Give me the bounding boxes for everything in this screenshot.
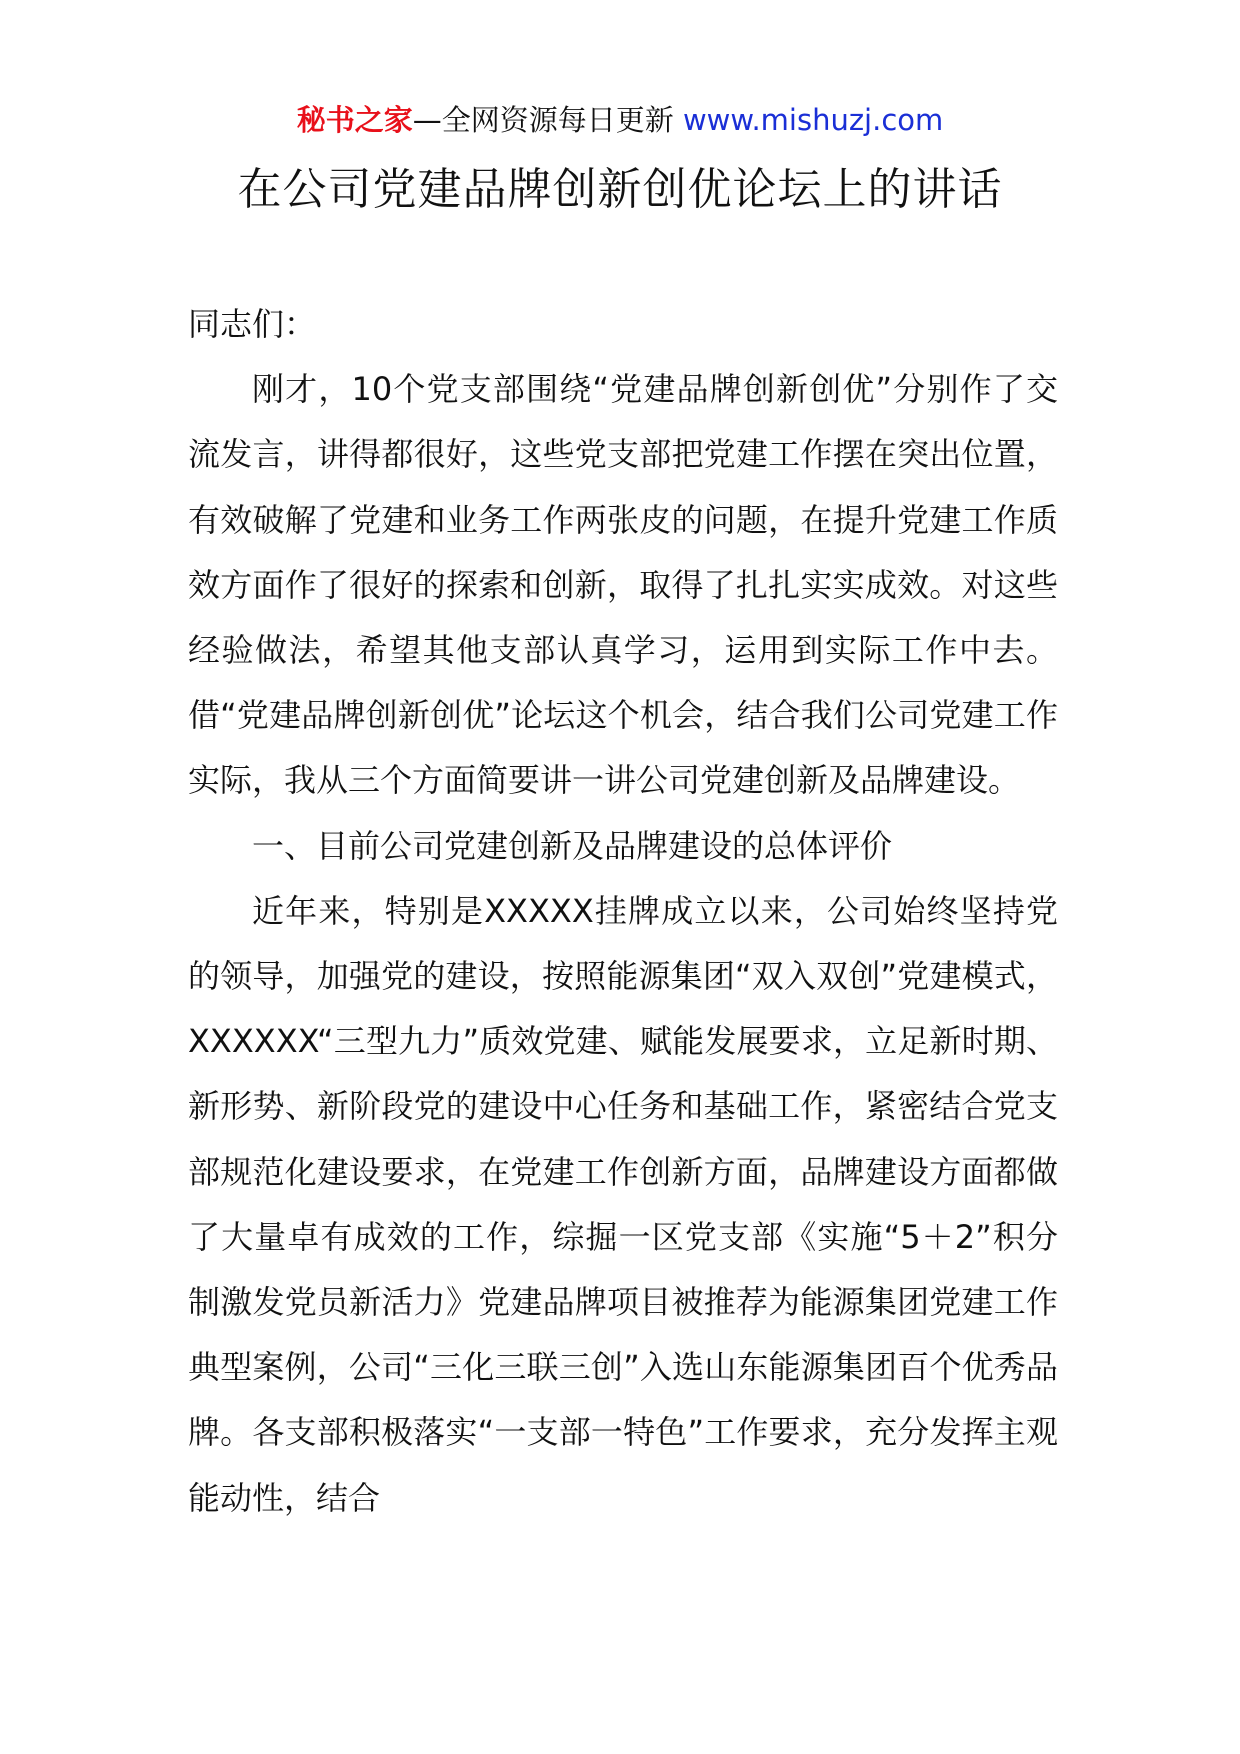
- section-heading-1: 一、目前公司党建创新及品牌建设的总体评价: [252, 826, 893, 865]
- site-url[interactable]: www.mishuzj.com: [682, 103, 944, 137]
- header-slogan: —全网资源每日更新: [412, 103, 683, 137]
- paragraph-intro: 刚才，10个党支部围绕“党建品牌创新创优”分别作了交流发言，讲得都很好，这些党支部把党建工作摆在突出位置，有效破解了党建和业务工作两张皮的问题，在提升党建工作质效方面作了很好的探索和创新，取得了扎扎实实成效。对这些经验做法，希望其他支部认真学习，运用到实际工作中去。借“党建品牌创新创优”论坛这个机会，结合我们公司党建工作实际，我从三个方面简要讲一讲公司党建创新及品牌建设。: [188, 370, 1058, 800]
- document-title: 在公司党建品牌创新创优论坛上的讲话: [237, 164, 1003, 215]
- paragraph-evaluation: 近年来，特别是XXXXX挂牌成立以来，公司始终坚持党的领导，加强党的建设，按照能源集团“双入双创”党建模式，XXXXXX“三型九力”质效党建、赋能发展要求，立足新时期、新形势、新阶段党的建设中心任务和基础工作，紧密结合党支部规范化建设要求，在党建工作创新方面，品牌建设方面都做了大量卓有成效的工作，综掘一区党支部《实施“5＋2”积分制激发党员新活力》党建品牌项目被推荐为能源集团党建工作典型案例，公司“三化三联三创”入选山东能源集团百个优秀品牌。各支部积极落实“一支部一特色”工作要求，充分发挥主观能动性，结合: [188, 891, 1058, 1517]
- salutation: 同志们：: [188, 305, 317, 343]
- document-body: [188, 292, 1058, 1531]
- brand-name: 秘书之家: [296, 103, 413, 137]
- site-header: [0, 100, 1240, 140]
